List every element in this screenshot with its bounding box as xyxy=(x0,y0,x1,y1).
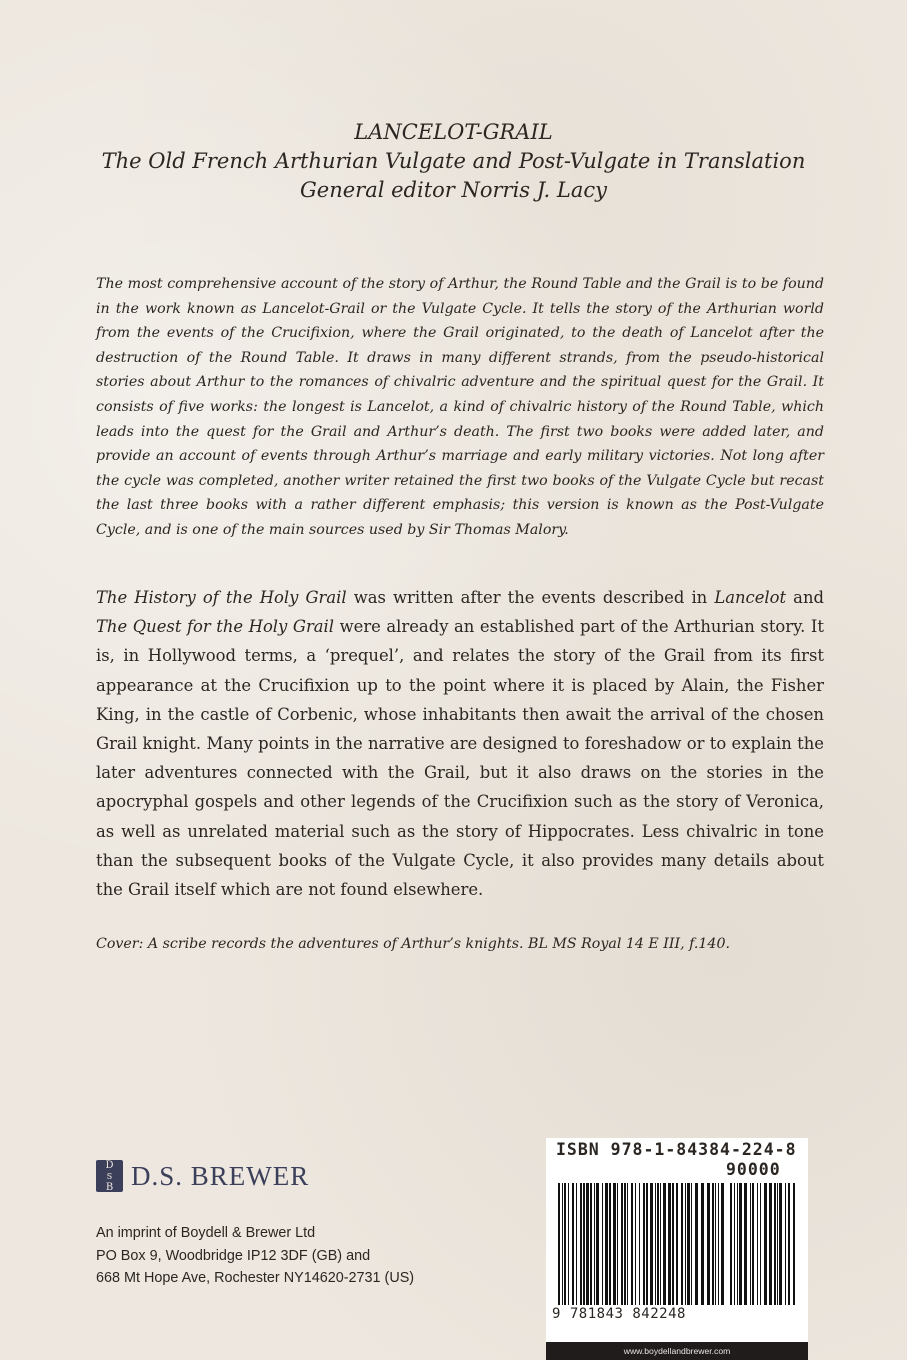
barcode-bar xyxy=(737,1183,738,1305)
barcode-bar xyxy=(643,1183,645,1305)
barcode-bar xyxy=(691,1183,692,1305)
barcode-bar xyxy=(660,1183,661,1305)
barcode-bar xyxy=(594,1183,595,1305)
barcode-bar xyxy=(715,1183,716,1305)
barcode-bar xyxy=(657,1183,659,1305)
series-header xyxy=(0,118,907,205)
barcode-bar xyxy=(750,1183,751,1305)
barcode-bar xyxy=(627,1183,628,1305)
editor-line: General editor Norris J. Lacy xyxy=(300,178,607,202)
barcode-bar xyxy=(752,1183,754,1305)
barcode-bar xyxy=(564,1183,566,1305)
barcode-bar xyxy=(580,1183,582,1305)
barcode-bar xyxy=(769,1183,772,1305)
barcode-bar xyxy=(764,1183,767,1305)
lancelot-title: Lancelot xyxy=(714,588,787,607)
barcode-bar xyxy=(663,1183,666,1305)
barcode-bar xyxy=(788,1183,790,1305)
barcode-bar xyxy=(718,1183,719,1305)
barcode-bar xyxy=(576,1183,577,1305)
series-blurb xyxy=(96,272,824,543)
barcode-bar xyxy=(774,1183,776,1305)
barcode-bar xyxy=(685,1183,686,1305)
quest-title: The Quest for the Holy Grail xyxy=(96,617,335,637)
logo-letter-d: D xyxy=(105,1159,114,1171)
isbn-label: ISBN 978-1-84384-224-8 xyxy=(556,1140,797,1159)
barcode-bar xyxy=(639,1183,640,1305)
barcode-bar xyxy=(605,1183,608,1305)
barcode-bar xyxy=(631,1183,633,1305)
logo-letter-s: S xyxy=(106,1171,113,1181)
publisher-name: D.S. BREWER xyxy=(131,1160,310,1191)
publisher-logo-mark-icon xyxy=(96,1160,123,1192)
barcode-bar xyxy=(583,1183,585,1305)
barcode-bar xyxy=(624,1183,626,1305)
barcode-bar xyxy=(609,1183,611,1305)
barcode-digits: 9 781843 842248 xyxy=(552,1306,686,1322)
description-paragraph xyxy=(96,583,824,904)
publisher-imprint xyxy=(96,1222,414,1290)
barcode-bar xyxy=(646,1183,648,1305)
logo-letter-b: B xyxy=(105,1181,114,1193)
barcode-bar xyxy=(712,1183,714,1305)
barcode-bar xyxy=(596,1183,599,1305)
addon-barcode xyxy=(730,1183,798,1305)
barcode-bar xyxy=(650,1183,653,1305)
barcode-bar xyxy=(562,1183,563,1305)
barcode-bar xyxy=(672,1183,674,1305)
barcode-bar xyxy=(757,1183,758,1305)
barcode-bar xyxy=(687,1183,690,1305)
barcode-bar xyxy=(572,1183,574,1305)
barcode-bar xyxy=(777,1183,778,1305)
imprint-line: An imprint of Boydell & Brewer Ltd xyxy=(96,1225,316,1241)
barcode-bar xyxy=(568,1183,569,1305)
publisher-url: www.boydellandbrewer.com xyxy=(546,1342,808,1360)
barcode-bar xyxy=(744,1183,747,1305)
barcode-bar xyxy=(760,1183,761,1305)
barcode-bar xyxy=(739,1183,742,1305)
barcode-bar xyxy=(655,1183,656,1305)
barcode-bar xyxy=(701,1183,704,1305)
barcode-bar xyxy=(586,1183,589,1305)
barcode-bar xyxy=(707,1183,710,1305)
cover-credit: Cover: A scribe records the adventures of Arthur’s knights. BL MS Royal 14 E III, f.140. xyxy=(96,936,730,952)
barcode-bar xyxy=(621,1183,623,1305)
imprint-line: PO Box 9, Woodbridge IP12 3DF (GB) and xyxy=(96,1247,371,1264)
barcode-bar xyxy=(730,1183,732,1305)
barcode-bar xyxy=(681,1183,683,1305)
price-code: 90000 xyxy=(726,1160,781,1179)
ean-barcode xyxy=(558,1183,726,1305)
description-part2: and xyxy=(786,588,824,607)
barcode-bar xyxy=(793,1183,795,1305)
barcode-bar xyxy=(613,1183,616,1305)
barcode-bar xyxy=(734,1183,735,1305)
barcode-bar xyxy=(635,1183,636,1305)
barcode-bar xyxy=(590,1183,592,1305)
barcode-bar xyxy=(779,1183,782,1305)
series-subtitle: The Old French Arthurian Vulgate and Post-Vulgate in Translation xyxy=(101,149,806,173)
barcode-bar xyxy=(676,1183,678,1305)
imprint-line: 668 Mt Hope Ave, Rochester NY14620-2731 (US) xyxy=(96,1270,415,1287)
barcode-bar xyxy=(668,1183,671,1305)
description-part1: was written after the events described in xyxy=(346,588,715,607)
publisher-logo xyxy=(96,1160,309,1192)
barcode-bar xyxy=(695,1183,698,1305)
barcode-bar xyxy=(721,1183,724,1305)
book-description xyxy=(96,583,824,904)
book-title: The History of the Holy Grail xyxy=(96,588,347,607)
barcode-bar xyxy=(617,1183,618,1305)
barcode-bar xyxy=(602,1183,603,1305)
barcode-bar xyxy=(785,1183,786,1305)
description-part3: were already an established part of the Arthurian story. It is, in Hollywood terms, a ‘prequel’, and relates the story of the Grail from its first appearance at the Crucifixion up to the point where it is placed by Alain, the Fisher King, in the castle of Corbenic, whose inhabitants then await the arrival of the chosen Grail knight. Many points in the narrative are designed to foreshadow or to explain the later adventures connected with the Grail, but it also draws on the stories in the apocryphal gospels and other legends of the Crucifixion such as the story of Veronica, as well as unrelated material such as the story of Hippocrates. Less chivalric in tone than the subsequent books of the Vulgate Cycle, it also provides many details about the Grail itself which are not found elsewhere. xyxy=(96,617,824,900)
blurb-text: The most comprehensive account of the story of Arthur, the Round Table and the Grail is to be found in the work known as Lancelot-Grail or the Vulgate Cycle. It tells the story of the Arthurian world from the events of the Crucifixion, where the Grail originated, to the death of Lancelot after the destruction of the Round Table. It draws in many different strands, from the pseudo-historical stories about Arthur to the romances of chivalric adventure and the spiritual quest for the Grail. It consists of five works: the longest is Lancelot, a kind of chivalric history of the Round Table, which leads into the quest for the Grail and Arthur’s death. The first two books were added later, and provide an account of events through Arthur’s marriage and early military victories. Not long after the cycle was completed, another writer retained the first two books of the Vulgate Cycle but recast the last three books with a rather different emphasis; this version is known as the Post-Vulgate Cycle, and is one of the main sources used by Sir Thomas Malory. xyxy=(96,276,824,538)
series-title: LANCELOT-GRAIL xyxy=(354,120,553,144)
barcode-panel xyxy=(546,1138,808,1349)
barcode-bar xyxy=(558,1183,560,1305)
